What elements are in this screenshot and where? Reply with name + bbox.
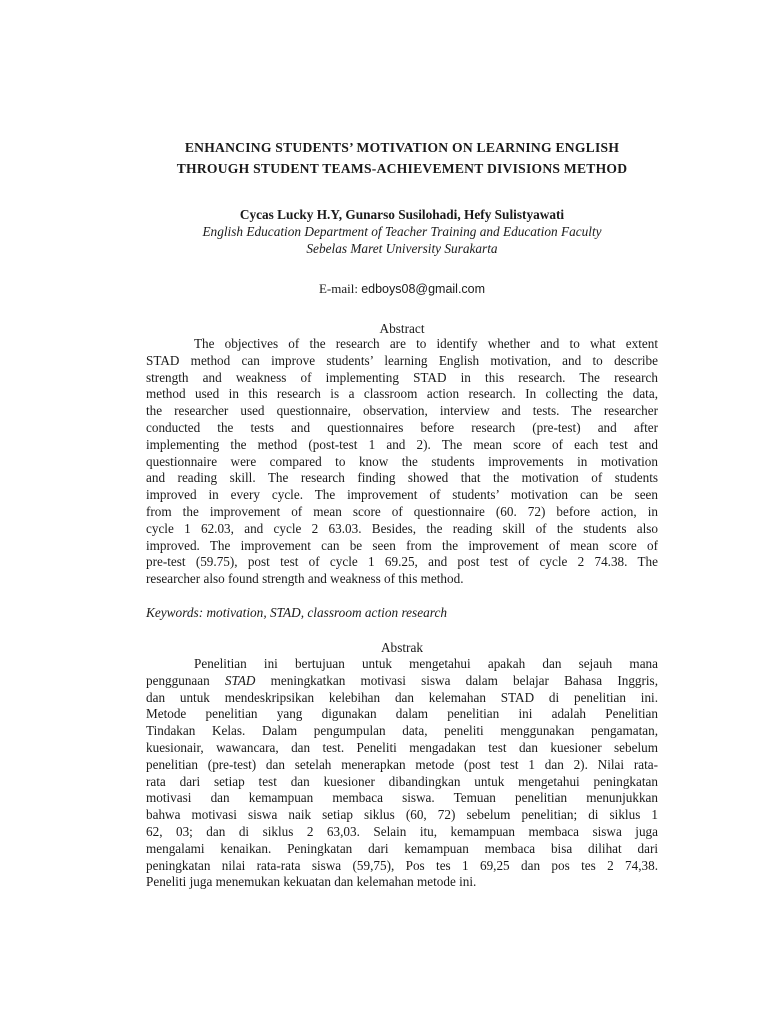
title-line-1: ENHANCING STUDENTS’ MOTIVATION ON LEARNING ENGLISH — [184, 140, 620, 155]
email-line — [146, 280, 658, 298]
abstrak-line: dan untuk mendeskripsikan kelebihan dan kelemahan STAD di penelitian ini. — [146, 689, 658, 705]
abstract-line: STAD method can improve students’ learning English motivation, and to describe — [146, 352, 658, 368]
abstrak-line: penelitian (pre-test) dan setelah menerapkan metode (post test 1 dan 2). Nilai rata- — [146, 756, 658, 772]
email-address: edboys08@gmail.com — [361, 282, 486, 296]
stad-emphasis: STAD — [224, 672, 256, 688]
abstract-line: method used in this research is a classroom action research. In collecting the data, — [146, 386, 658, 402]
abstract-line: from the improvement of mean score of questionnaire (60. 72) before action, in — [146, 503, 658, 519]
abstrak-line: Penelitian ini bertujuan untuk mengetahui apakah dan sejauh mana — [194, 656, 658, 671]
abstract-line: improved. The improvement can be seen from the improvement of mean score of — [146, 537, 658, 553]
abstrak-line: Metode penelitian yang digunakan dalam penelitian ini adalah Penelitian — [146, 706, 658, 722]
abstract-line: the researcher used questionnaire, observation, interview and tests. The researcher — [146, 403, 658, 419]
abstrak-line: 62, 03; dan di siklus 2 63,03. Selain itu, kemampuan membaca siswa juga — [146, 823, 658, 839]
email-label: E-mail: — [318, 281, 358, 296]
abstrak-line: mengalami kenaikan. Peningkatan dari kemampuan membaca bisa dilihat dari — [146, 840, 658, 856]
author-list: Cycas Lucky H.Y, Gunarso Susilohadi, Hefy Sulistyawati — [239, 207, 565, 222]
abstrak-body — [146, 656, 658, 891]
abstrak-line: Peneliti juga menemukan kekuatan dan kelemahan metode ini. — [146, 874, 477, 890]
abstract-line: The objectives of the research are to identify whether and to what extent — [194, 336, 658, 351]
abstrak-line: penggunaan STAD meningkatkan motivasi siswa dalam belajar Bahasa Inggris, — [146, 672, 658, 688]
abstrak-heading: Abstrak — [380, 640, 424, 655]
abstrak-line: kuesionair, wawancara, dan test. Peneliti mengadakan test dan kuesioner sebelum — [146, 739, 658, 755]
abstract-line: researcher also found strength and weakness of this method. — [146, 571, 464, 587]
abstrak-line: Tindakan Kelas. Dalam pengumpulan data, peneliti menggunakan pengamatan, — [146, 723, 658, 739]
abstrak-line: bahwa motivasi siswa naik setiap siklus (60, 72) sebelum penelitian; di siklus 1 — [146, 807, 658, 823]
keywords-line: Keywords: motivation, STAD, classroom action research — [146, 605, 447, 620]
abstract-line: cycle 1 62.03, and cycle 2 63.03. Besides, the reading skill of the students also — [146, 520, 658, 536]
abstract-line: conducted the tests and questionnaires before research (pre-test) and after — [146, 419, 658, 435]
paper-title — [146, 137, 658, 179]
abstract-line: strength and weakness of implementing STAD in this research. The research — [146, 369, 658, 385]
abstract-heading: Abstract — [379, 321, 425, 336]
abstract-line: questionnaire were compared to know the students improvements in motivation — [146, 453, 658, 469]
abstract-body — [146, 336, 658, 588]
abstrak-line: peningkatan nilai rata-rata siswa (59,75), Pos tes 1 69,25 dan pos tes 2 74,38. — [146, 857, 658, 873]
abstrak-line: motivasi dan kemampuan membaca siswa. Temuan penelitian menunjukkan — [146, 790, 658, 806]
abstrak-line: rata dari setiap test dan kuesioner dibandingkan untuk mengetahui peningkatan — [146, 773, 658, 789]
abstract-line: implementing the method (post-test 1 and 2). The mean score of each test and — [146, 436, 658, 452]
affiliation-line-1: English Education Department of Teacher Training and Education Faculty — [202, 224, 602, 239]
abstract-line: pre-test (59.75), post test of cycle 1 69.25, and post test of cycle 2 74.38. The — [146, 554, 658, 570]
abstract-line: and reading skill. The research finding showed that the motivation of students — [146, 470, 658, 486]
affiliation-line-2: Sebelas Maret University Surakarta — [306, 241, 498, 256]
abstract-line: improved in every cycle. The improvement of students’ motivation can be seen — [146, 487, 658, 503]
title-line-2: THROUGH STUDENT TEAMS-ACHIEVEMENT DIVISIONS METHOD — [176, 161, 628, 176]
